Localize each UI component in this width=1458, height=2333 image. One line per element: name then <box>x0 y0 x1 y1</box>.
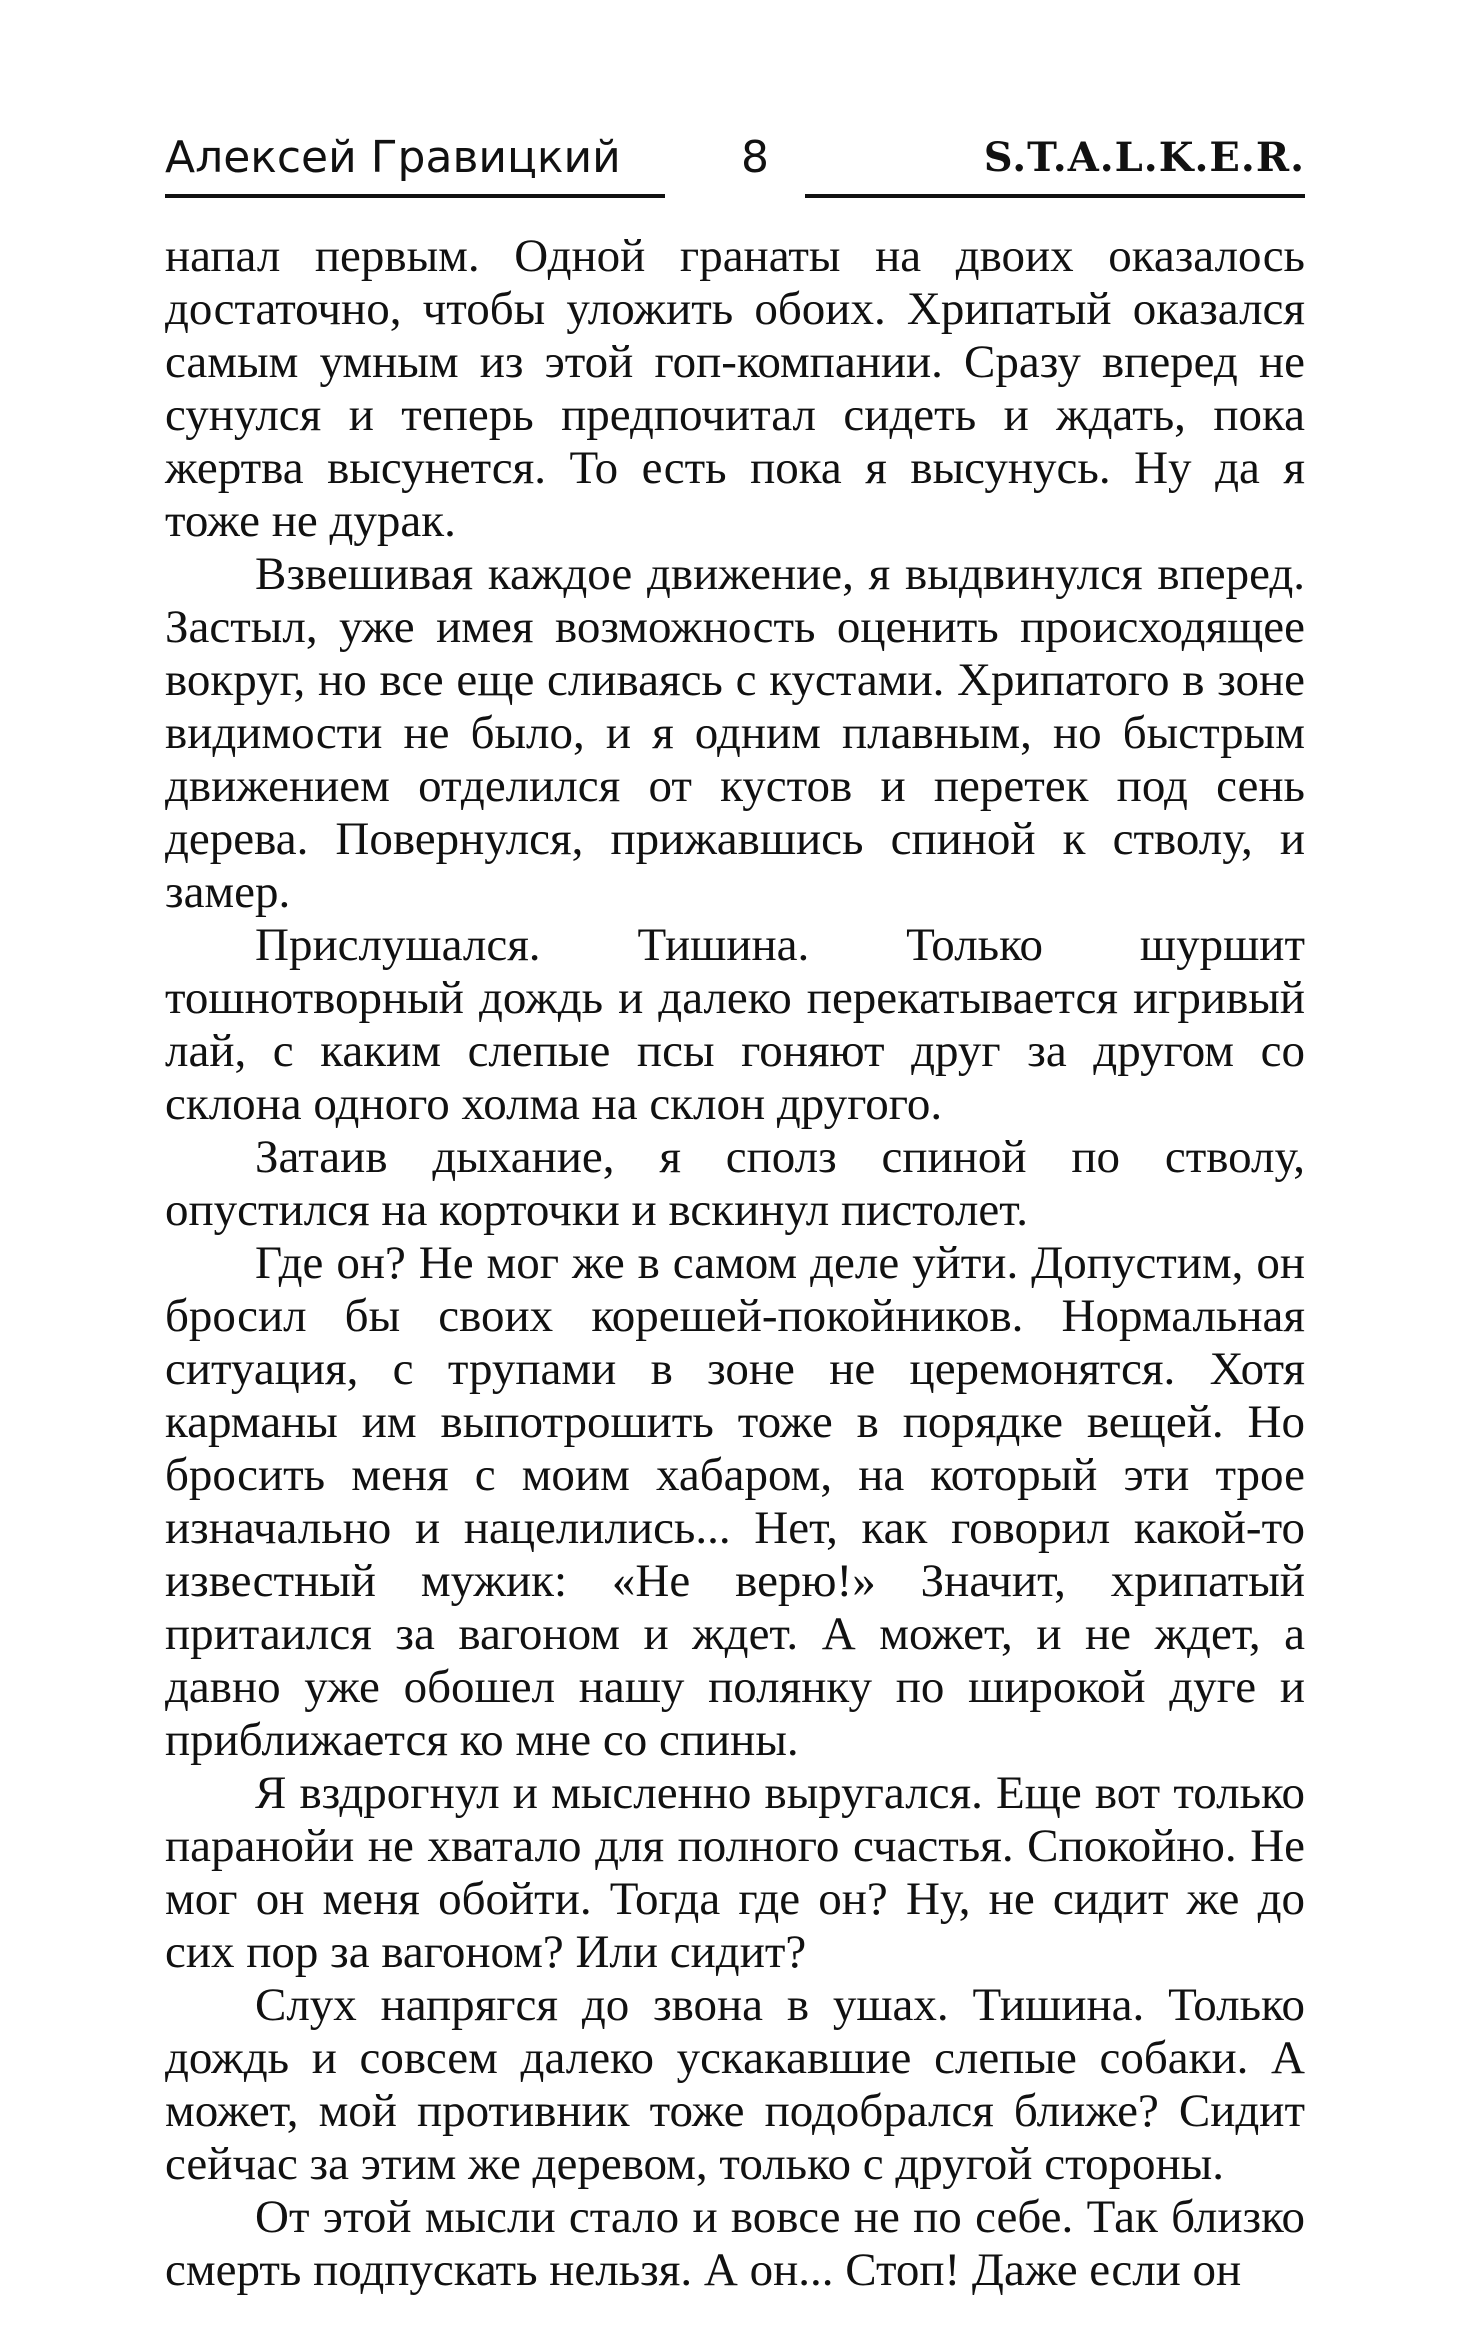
header-rule-right <box>805 194 1305 198</box>
paragraph: Прислушался. Тишина. Только шуршит тошнотворный дождь и далеко перекатывается игривый лай, с каким слепые псы гоняют друг за другом со склона одного холма на склон другого. <box>165 919 1305 1130</box>
author-name: Алексей Гравицкий <box>165 132 621 183</box>
paragraph: Где он? Не мог же в самом деле уйти. Допустим, он бросил бы своих корешей-покойников. Нормальная ситуация, с трупами в зоне не церемонятся. Хотя карманы им выпотрошить тоже в порядке вещей. Но бросить меня с моим хабаром, на который эти трое изначально и нацелились... Нет, как говорил какой-то известный мужик: «Не верю!» Значит, хрипатый притаился за вагоном и ждет. А может, и не ждет, а давно уже обошел нашу полянку по широкой дуге и приближается ко мне со спины. <box>165 1237 1305 1766</box>
running-head <box>165 130 1305 210</box>
paragraph: Слух напрягся до звона в ушах. Тишина. Только дождь и совсем далеко ускакавшие слепые собаки. А может, мой противник тоже подобрался ближе? Сидит сейчас за этим же деревом, только с другой стороны. <box>165 1979 1305 2190</box>
body-text <box>165 230 1305 2297</box>
paragraph: От этой мысли стало и вовсе не по себе. Так близко смерть подпускать нельзя. А он... Стоп! Даже если он <box>165 2191 1305 2296</box>
series-title: S.T.A.L.K.E.R. <box>983 134 1305 181</box>
paragraph: Затаив дыхание, я сполз спиной по стволу, опустился на корточки и вскинул пистолет. <box>165 1131 1305 1236</box>
paragraph: Взвешивая каждое движение, я выдвинулся вперед. Застыл, уже имея возможность оценить происходящее вокруг, но все еще сливаясь с кустами. Хрипатого в зоне видимости не было, и я одним плавным, но быстрым движением отделился от кустов и перетек под сень дерева. Повернулся, прижавшись спиной к стволу, и замер. <box>165 548 1305 918</box>
paragraph: Я вздрогнул и мысленно выругался. Еще вот только паранойи не хватало для полного счастья. Спокойно. Не мог он меня обойти. Тогда где он? Ну, не сидит же до сих пор за вагоном? Или сидит? <box>165 1767 1305 1978</box>
paragraph: напал первым. Одной гранаты на двоих оказалось достаточно, чтобы уложить обоих. Хрипатый оказался самым умным из этой гоп-компании. Сразу вперед не сунулся и теперь предпочитал сидеть и ждать, пока жертва высунется. То есть пока я высунусь. Ну да я тоже не дурак. <box>165 230 1305 547</box>
page-number: 8 <box>741 132 769 183</box>
header-rule-left <box>165 194 665 198</box>
